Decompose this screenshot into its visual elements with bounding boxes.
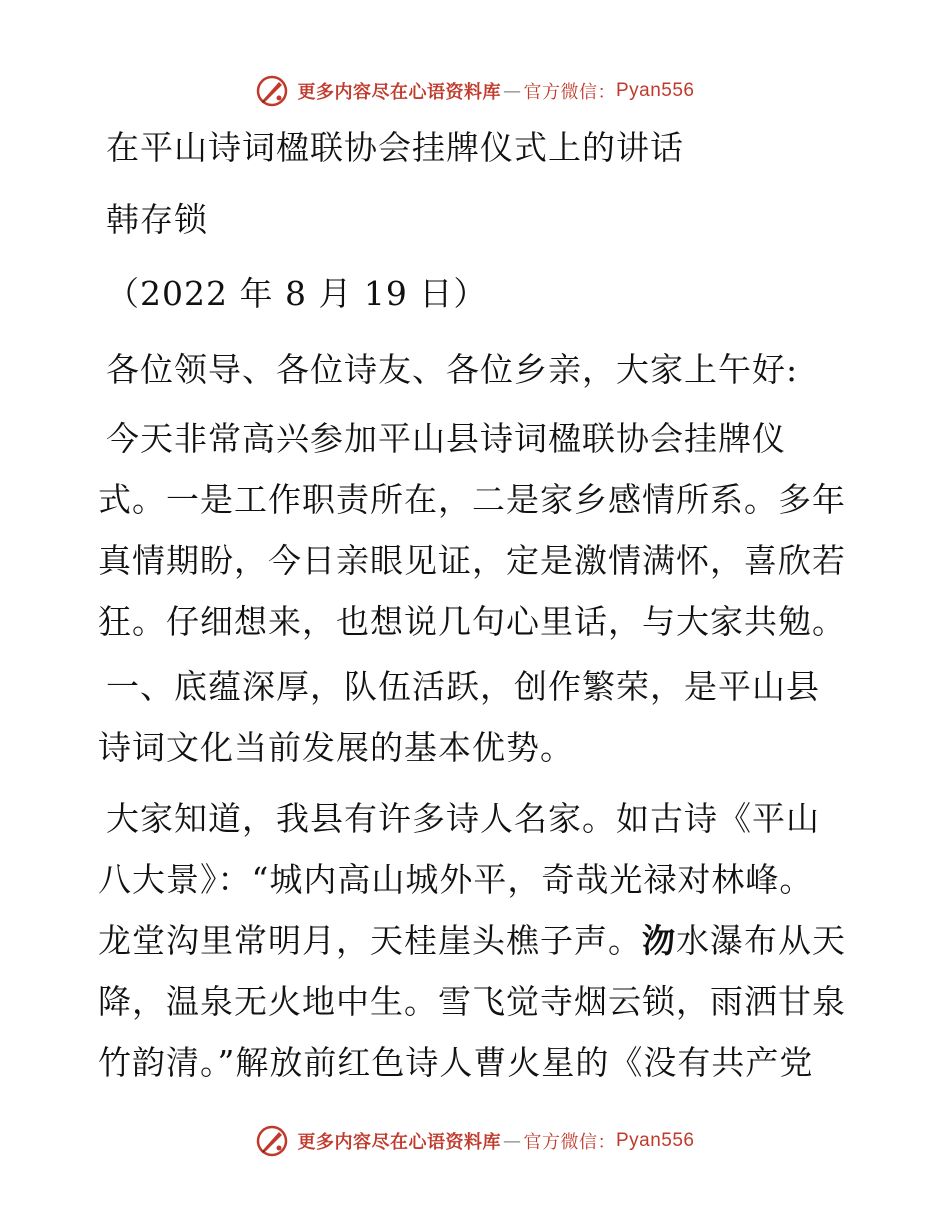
paragraph-line: 竹韵清。”解放前红色诗人曹火星的《没有共产党 — [98, 1043, 814, 1082]
paragraph-line: 大家知道，我县有许多诗人名家。如古诗《平山 — [106, 799, 820, 838]
watermark-brand: 更多内容尽在心语资料库 — [297, 1132, 501, 1153]
paragraph-line: 真情期盼，今日亲眼见证，定是激情满怀，喜欣若 — [98, 541, 846, 580]
paragraph-line: 降，温泉无火地中生。雪飞觉寺烟云锁，雨洒甘泉 — [98, 982, 846, 1021]
watermark-separator: — — [502, 1130, 522, 1152]
document-date: （2022 年 8 月 19 日） — [106, 274, 488, 313]
watermark-wechat-id: Pyan556 — [615, 1130, 695, 1151]
document-greeting: 各位领导、各位诗友、各位乡亲，大家上午好: — [106, 350, 799, 389]
document-title: 在平山诗词楹联协会挂牌仪式上的讲话 — [106, 128, 684, 167]
paragraph-line: 狂。仔细想来，也想说几句心里话，与大家共勉。 — [98, 602, 846, 641]
paragraph-line — [98, 910, 858, 971]
quill-logo-icon — [255, 74, 289, 108]
paragraph-line: 今天非常高兴参加平山县诗词楹联协会挂牌仪 — [106, 419, 786, 458]
special-character: 沕 — [642, 921, 676, 960]
heading-line: 诗词文化当前发展的基本优势。 — [98, 728, 574, 767]
watermark-label: 官方微信： — [523, 82, 616, 103]
paragraph-text: 龙堂沟里常明月，天桂崖头樵子声。 — [98, 921, 642, 960]
watermark-bottom — [0, 1119, 950, 1163]
watermark-separator: — — [502, 80, 522, 102]
paragraph-line: 式。一是工作职责所在，二是家乡感情所系。多年 — [98, 480, 846, 519]
paragraph-line: 八大景》：“城内高山城外平，奇哉光禄对林峰。 — [98, 860, 814, 899]
heading-line: 一、底蕴深厚，队伍活跃，创作繁荣，是平山县 — [106, 667, 820, 706]
section-heading-1 — [98, 656, 858, 778]
paragraph-poets — [98, 788, 858, 1093]
paragraph-text: 水瀑布从天 — [676, 921, 846, 960]
document-author: 韩存锁 — [106, 200, 208, 239]
quill-logo-icon — [255, 1124, 289, 1158]
watermark-label: 官方微信： — [523, 1132, 616, 1153]
watermark-wechat-id: Pyan556 — [615, 80, 695, 101]
watermark-top — [0, 69, 950, 113]
watermark-brand: 更多内容尽在心语资料库 — [297, 82, 501, 103]
paragraph-opening — [98, 408, 858, 652]
